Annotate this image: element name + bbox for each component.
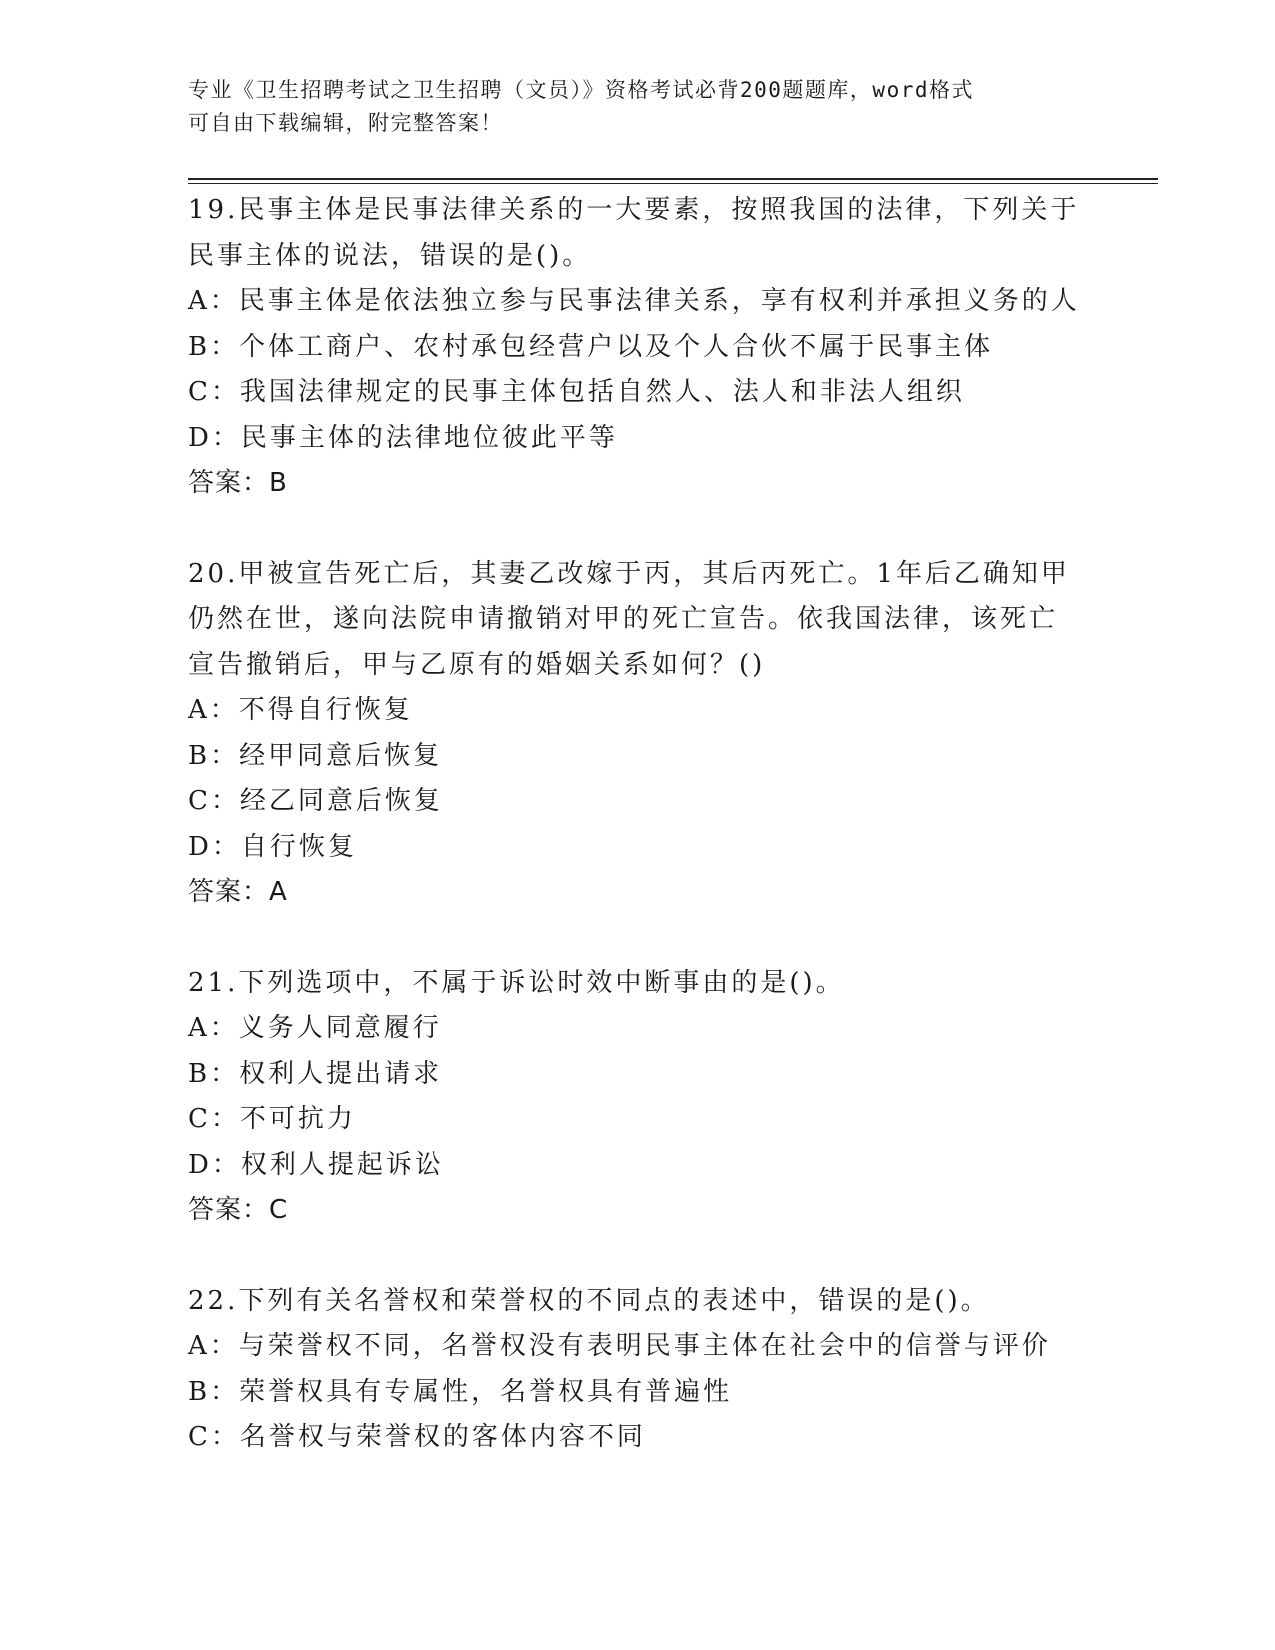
option-a: A：民事主体是依法独立参与民事法律关系，享有权利并承担义务的人 xyxy=(188,286,1080,316)
header-divider-thin xyxy=(188,183,1158,184)
answer-line: 答案：B xyxy=(188,468,288,498)
option-d: D：权利人提起诉讼 xyxy=(188,1149,444,1180)
answer-line: 答案：C xyxy=(188,1195,289,1225)
option-b: B：个体工商户、农村承包经营户以及个人合伙不属于民事主体 xyxy=(188,331,994,362)
question-stem-line: 21.下列选项中，不属于诉讼时效中断事由的是()。 xyxy=(188,967,845,998)
question-19 xyxy=(188,188,1088,507)
header-divider-thick xyxy=(188,178,1158,180)
answer-line: 答案：A xyxy=(188,877,288,907)
question-21 xyxy=(188,961,1088,1234)
option-d: D：民事主体的法律地位彼此平等 xyxy=(188,422,618,453)
question-list xyxy=(188,188,1088,1506)
header-line-2: 可自由下载编辑，附完整答案！ xyxy=(188,111,503,135)
option-c: C：不可抗力 xyxy=(188,1104,356,1134)
question-stem-line: 宣告撤销后，甲与乙原有的婚姻关系如何？() xyxy=(188,649,766,680)
option-a: A：不得自行恢复 xyxy=(188,695,413,725)
question-stem-line: 仍然在世，遂向法院申请撤销对甲的死亡宣告。依我国法律，该死亡 xyxy=(188,604,1059,634)
document-header xyxy=(188,74,1088,140)
question-stem-line: 20.甲被宣告死亡后，其妻乙改嫁于丙，其后丙死亡。1年后乙确知甲 xyxy=(188,558,1070,589)
question-stem-line: 19.民事主体是民事法律关系的一大要素，按照我国的法律，下列关于 xyxy=(188,195,1080,225)
option-b: B：权利人提出请求 xyxy=(188,1058,443,1089)
option-d: D：自行恢复 xyxy=(188,831,357,862)
question-22 xyxy=(188,1279,1088,1461)
option-a: A：与荣誉权不同，名誉权没有表明民事主体在社会中的信誉与评价 xyxy=(188,1331,1051,1361)
question-20 xyxy=(188,552,1088,916)
question-stem-line: 22.下列有关名誉权和荣誉权的不同点的表述中，错误的是()。 xyxy=(188,1285,990,1316)
option-a: A：义务人同意履行 xyxy=(188,1013,442,1043)
option-b: B：荣誉权具有专属性，名誉权具有普遍性 xyxy=(188,1376,733,1407)
header-line-1: 专业《卫生招聘考试之卫生招聘（文员）》资格考试必背200题题库，word格式 xyxy=(188,78,974,102)
option-c: C：我国法律规定的民事主体包括自然人、法人和非法人组织 xyxy=(188,377,965,407)
option-c: C：名誉权与荣誉权的客体内容不同 xyxy=(188,1422,646,1452)
question-stem-line: 民事主体的说法，错误的是()。 xyxy=(188,240,592,271)
option-c: C：经乙同意后恢复 xyxy=(188,786,443,816)
option-b: B：经甲同意后恢复 xyxy=(188,740,443,771)
